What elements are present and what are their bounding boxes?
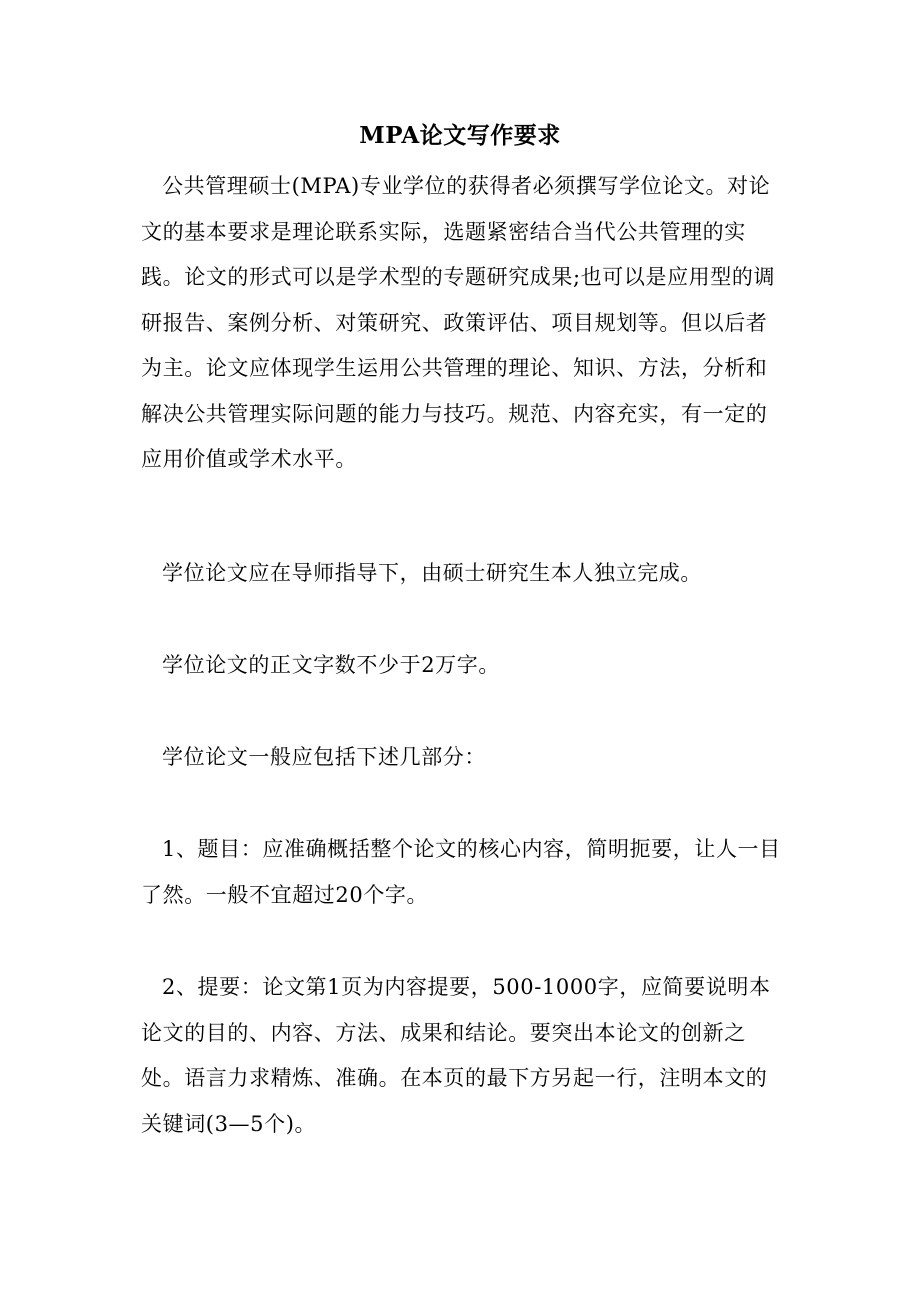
paragraph-structure-intro: 学位论文一般应包括下述几部分： (162, 745, 486, 769)
paragraph-intro: 公共管理硕士(MPA)专业学位的获得者必须撰写学位论文。对论文的基本要求是理论联系实际，选题紧密结合当代公共管理的实践。论文的形式可以是学术型的专题研究成果;也可以是应用型的调研报告、案例分析、对策研究、政策评估、项目规划等。但以后者为主。论文应体现学生运用公共管理的理论、知识、方法，分析和解决公共管理实际问题的能力与技巧。规范、内容充实，有一定的应用价值或学术水平。 (141, 174, 776, 471)
document-title: MPA论文写作要求 (359, 122, 561, 149)
paragraph-word-count: 学位论文的正文字数不少于2万字。 (162, 653, 500, 677)
paragraph-item-abstract: 2、提要：论文第1页为内容提要，500-1000字，应简要说明本论文的目的、内容、方法、成果和结论。要突出本论文的创新之处。语言力求精炼、准确。在本页的最下方另起一行，注明本文的关键词(3—5个)。 (141, 975, 771, 1136)
paragraph-independent-completion: 学位论文应在导师指导下，由硕士研究生本人独立完成。 (162, 561, 702, 585)
paragraph-item-title: 1、题目：应准确概括整个论文的核心内容，简明扼要，让人一目了然。一般不宜超过20个字。 (141, 837, 781, 907)
